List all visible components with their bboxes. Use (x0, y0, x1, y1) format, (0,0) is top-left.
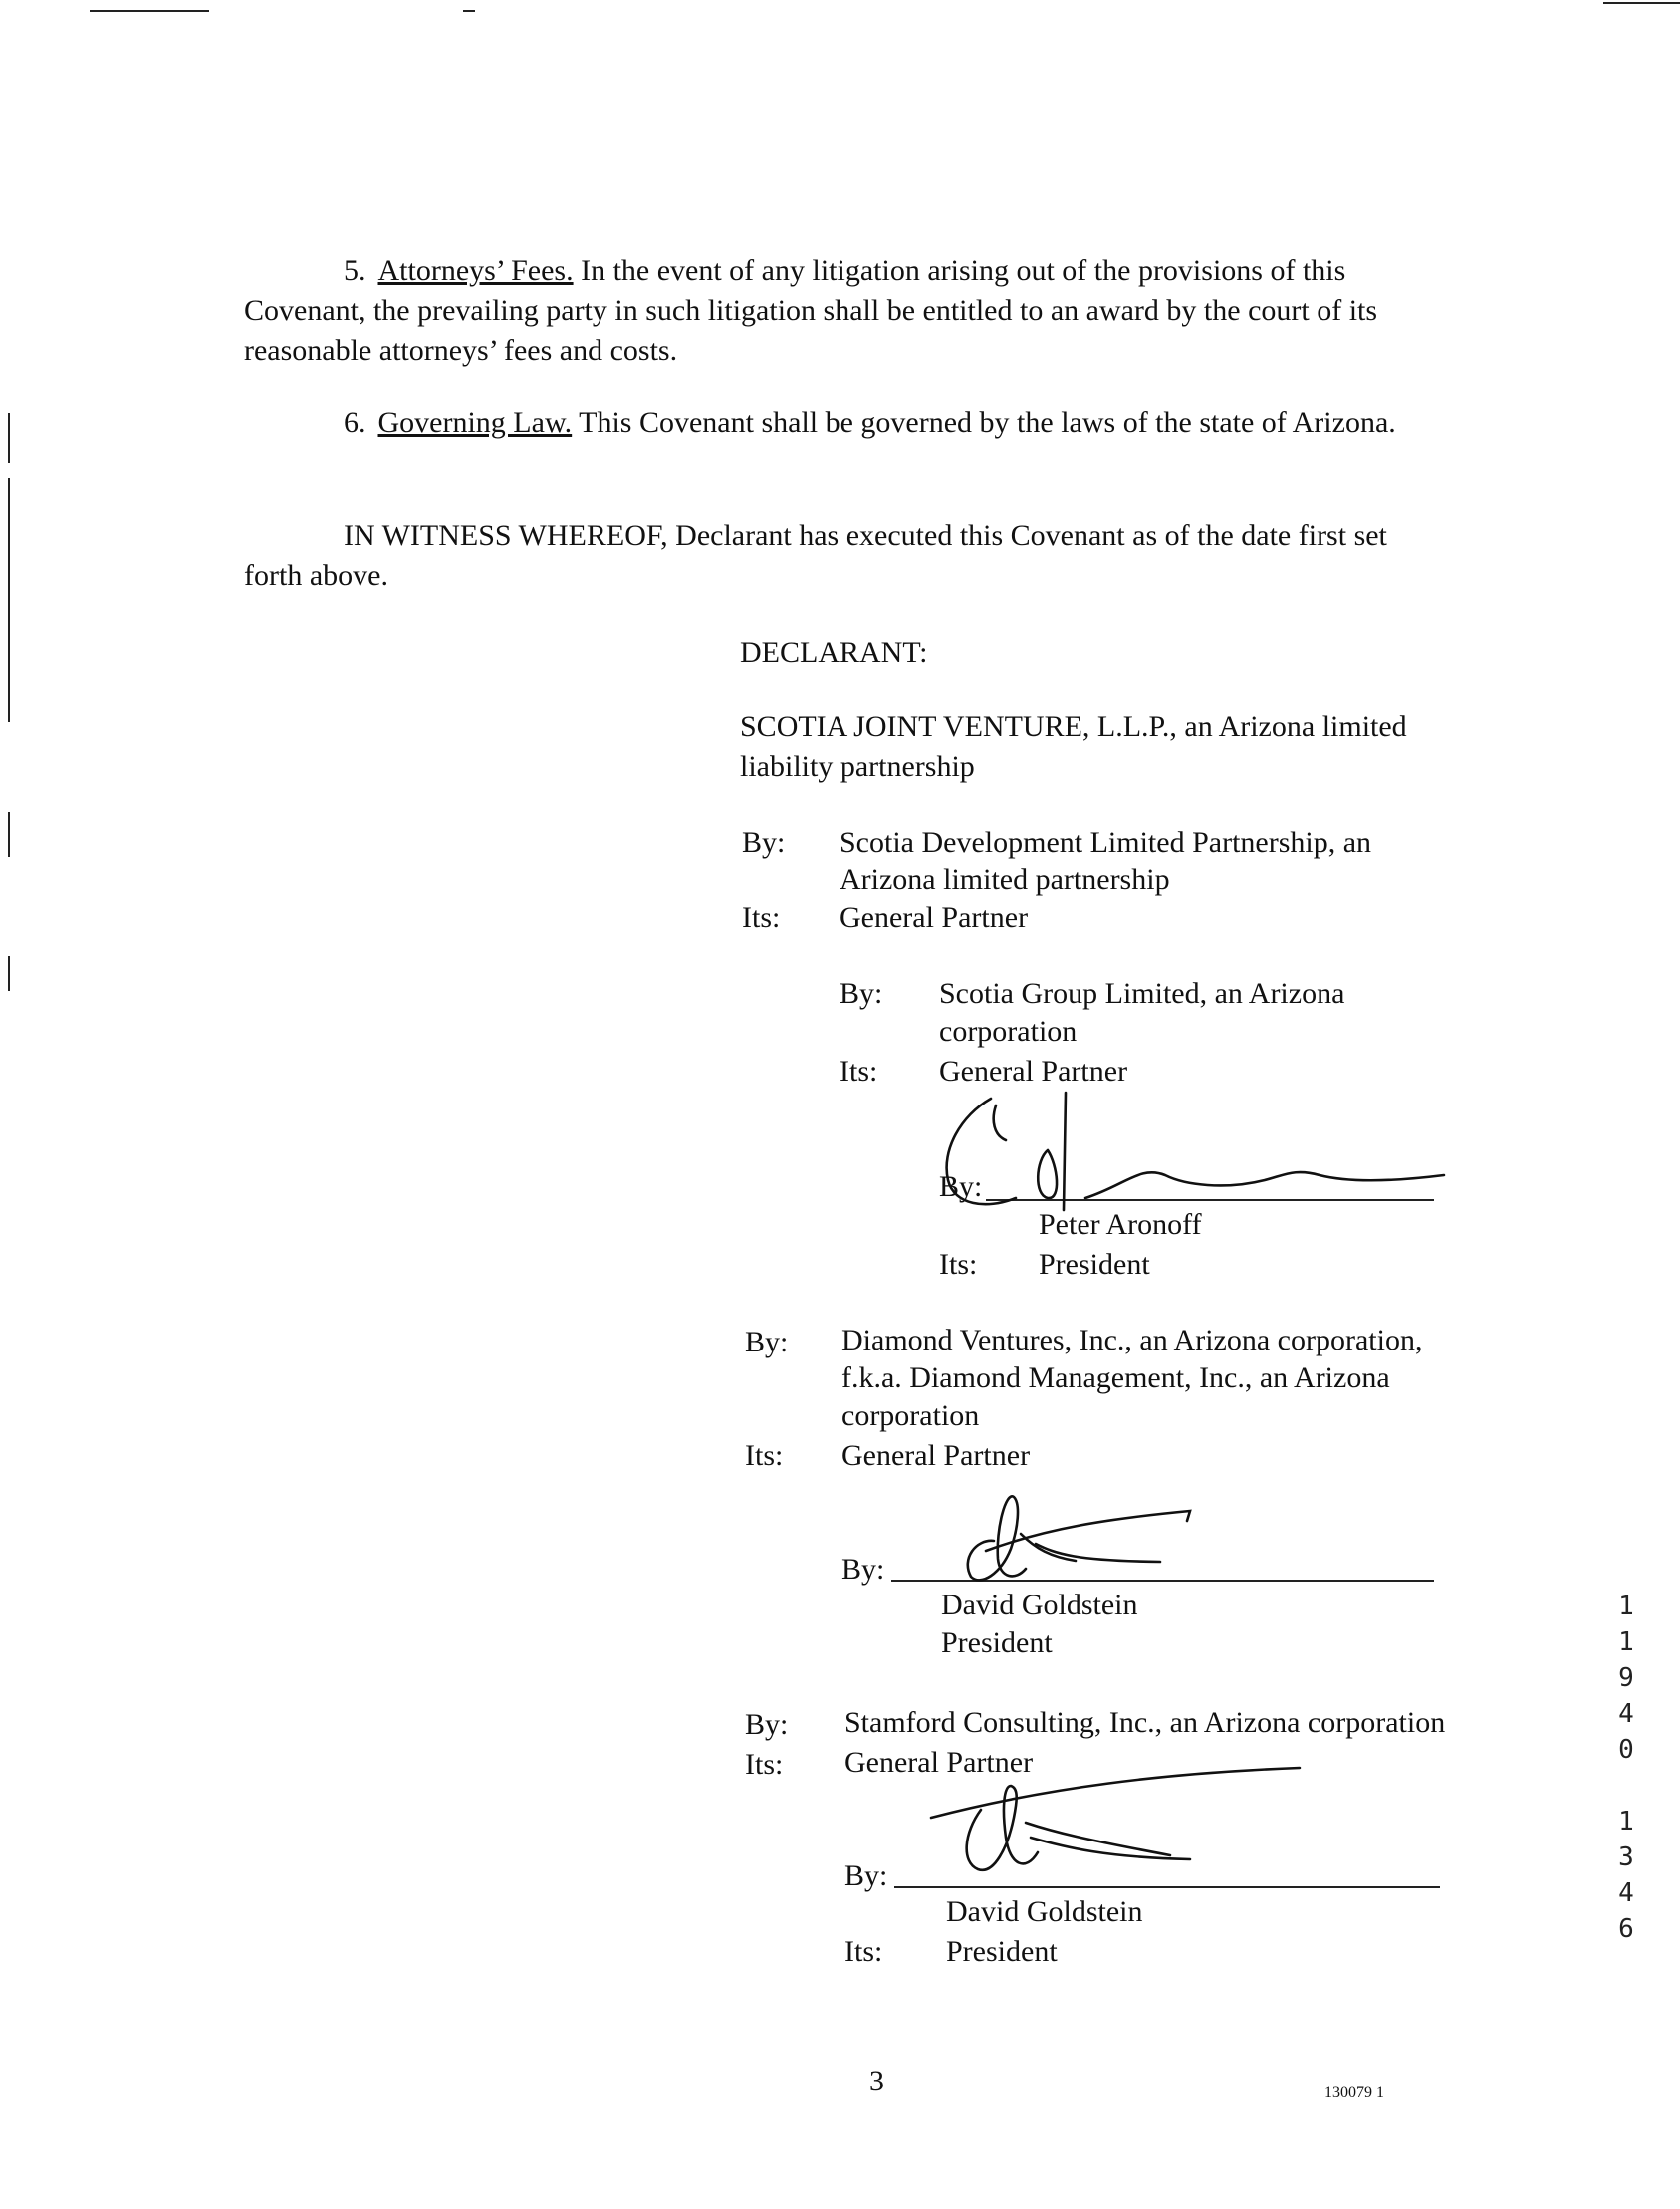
scan-mark-left (8, 956, 10, 991)
block1-signer-its-label: Its: (939, 1248, 978, 1281)
block2-by-line-1: Diamond Ventures, Inc., an Arizona corporation, (841, 1324, 1423, 1356)
block2-signer-name: David Goldstein (941, 1589, 1138, 1621)
block1-signer-name: Peter Aronoff (1039, 1208, 1202, 1241)
block1-by-line-1: Scotia Development Limited Partnership, an (840, 826, 1372, 859)
block1-by-line-2: Arizona limited partnership (840, 863, 1170, 896)
side-stamp-digit: 1 (1618, 1807, 1634, 1837)
side-stamp-digit: 6 (1618, 1914, 1634, 1944)
block3-signer-name: David Goldstein (946, 1895, 1143, 1928)
block3-its: General Partner (844, 1746, 1034, 1779)
page-number: 3 (869, 2065, 884, 2097)
section-6-heading: Governing Law. (377, 406, 573, 439)
section-6-number: 6. (344, 406, 366, 439)
side-stamp-digit: 3 (1618, 1842, 1634, 1872)
signature-david-goldstein (926, 1489, 1205, 1589)
section-5-text: In the event of any litigation arising out of the provisions of this Covenant, the prevailing party in such litigation shall be entitled to an award by the court of its reasonable attorneys’ fees and costs. (244, 254, 1378, 367)
block1-its-label: Its: (742, 901, 781, 934)
section-5-number: 5. (344, 254, 366, 287)
block1-sub-by-label: By: (840, 977, 883, 1010)
block2-its-label: Its: (745, 1439, 784, 1472)
scan-mark-left (8, 478, 10, 722)
block3-signer-its-label: Its: (844, 1935, 883, 1968)
block3-signer-title: President (946, 1935, 1058, 1968)
signature-peter-aronoff (936, 1081, 1454, 1240)
block3-its-label: Its: (745, 1748, 784, 1781)
side-stamp-digit: 1 (1618, 1592, 1634, 1621)
section-5-paragraph (244, 251, 1419, 370)
block1-sub-its: General Partner (939, 1055, 1128, 1088)
side-stamp-digit: 4 (1618, 1878, 1634, 1908)
scan-mark-top (90, 10, 209, 12)
block1-by-label: By: (742, 826, 786, 859)
witness-text: IN WITNESS WHEREOF, Declarant has executed this Covenant as of the date first set forth above. (244, 519, 1387, 592)
side-stamp-digit: 1 (1618, 1627, 1634, 1657)
block2-by-line-2: f.k.a. Diamond Management, Inc., an Arizona (841, 1361, 1390, 1394)
block2-its: General Partner (841, 1439, 1031, 1472)
witness-paragraph (244, 516, 1399, 596)
document-id: 130079 1 (1324, 2085, 1384, 2101)
section-5-heading: Attorneys’ Fees. (377, 254, 574, 287)
block1-sub-its-label: Its: (840, 1055, 878, 1088)
block3-by-label: By: (745, 1708, 789, 1741)
side-stamp-digit: 4 (1618, 1699, 1634, 1729)
side-stamp-digit: 9 (1618, 1663, 1634, 1693)
scan-mark-left (8, 812, 10, 857)
scan-mark-left (8, 413, 10, 463)
block1-its: General Partner (840, 901, 1029, 934)
scan-mark-top-right (1603, 2, 1680, 4)
block1-sub-by-line-2: corporation (939, 1015, 1078, 1048)
block3-by-line: Stamford Consulting, Inc., an Arizona corporation (844, 1706, 1446, 1739)
side-stamp-number (1611, 1589, 1641, 1947)
scan-mark-top (463, 10, 475, 12)
declarant-label: DECLARANT: (740, 636, 928, 669)
block2-signer-title: President (941, 1626, 1053, 1659)
block3-signer-by-label: By: (844, 1859, 888, 1892)
side-stamp-digit: 0 (1618, 1735, 1634, 1765)
section-6-paragraph (244, 403, 1419, 443)
block2-signer-by-label: By: (841, 1553, 885, 1586)
block1-signer-title: President (1039, 1248, 1150, 1281)
signature-david-goldstein (926, 1748, 1305, 1887)
section-6-text: This Covenant shall be governed by the laws of the state of Arizona. (579, 406, 1396, 439)
entity-line-1: SCOTIA JOINT VENTURE, L.L.P., an Arizona limited (740, 710, 1407, 743)
entity-line-2: liability partnership (740, 750, 975, 783)
block1-signer-by-label: By: (939, 1170, 983, 1203)
block2-by-label: By: (745, 1326, 789, 1358)
block2-by-line-3: corporation (841, 1399, 980, 1432)
block1-sub-by-line-1: Scotia Group Limited, an Arizona (939, 977, 1345, 1010)
